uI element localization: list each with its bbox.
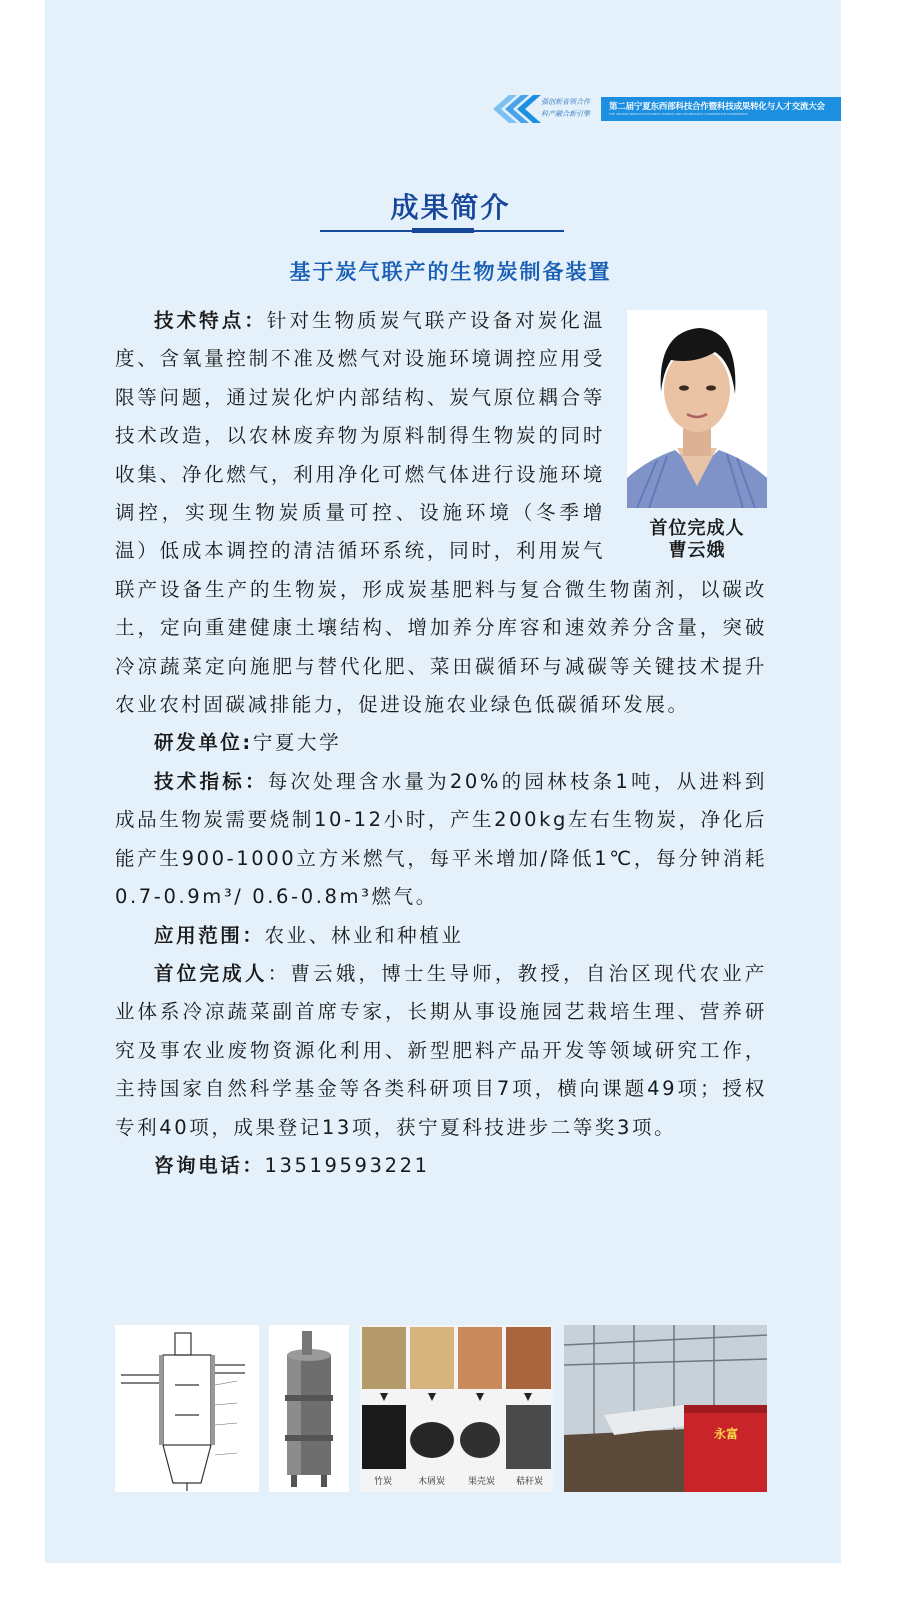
section-phone: 咨询电话：13519593221 <box>154 1153 430 1177</box>
achievement-subtitle: 基于炭气联产的生物炭制备装置 <box>289 260 612 284</box>
furnace-diagram-image <box>115 1325 259 1492</box>
body-text <box>115 302 767 1185</box>
label-phone: 咨询电话： <box>154 1153 265 1177</box>
furnace-model-image <box>269 1325 349 1492</box>
portrait-caption: 首位完成人 曹云娥 <box>649 518 745 561</box>
title-underline <box>320 230 564 232</box>
banner-subline: THE SECOND NINGXIA EAST-WEST SCIENCE AND TECHNOLOGY COOPERATION CONFERENCE <box>609 112 748 115</box>
section-tech-features: 技术特点：针对生物质炭气联产设备对炭化温度、含氧量控制不准及燃气对设施环境调控应用受限等问题，通过炭化炉内部结构、炭气原位耦合等技术改造，以农林废弃物为原料制得生物炭的同时收集、净化燃气，利用净化可燃气体进行设施环境调控，实现生物炭质量可控、设施环境（冬季增温）低成本调控的清洁循环系统，同时，利用炭气联产设备生产的生物炭，形成炭基肥料与复合微生物菌剂，以碳改土，定向重建健康土壤结构、增加养分库容和速效养分含量，突破冷凉蔬菜定向施肥与替代化肥、菜田碳循环与减碳等关键技术提升农业农村固碳减排能力，促进设施农业绿色低碳循环发展。 <box>115 309 767 717</box>
section-first-person: 首位完成人：曹云娥，博士生导师，教授，自治区现代农业产业体系冷凉蔬菜副首席专家，长期从事设施园艺栽培生理、营养研究及事农业废物资源化利用、新型肥料产品开发等领域研究工作，主持国家自然科学基金等各类科研项目7项，横向课题49项；授权专利40项，成果登记13项，获宁夏科技进步二等奖3项。 <box>115 961 767 1139</box>
label-first-person: 首位完成人 <box>154 961 268 985</box>
label-research-unit: 研发单位: <box>154 731 253 755</box>
label-tech-features: 技术特点： <box>154 309 267 332</box>
banner-slogan: 强创新省领合作 科产融合新引擎 <box>541 98 590 118</box>
furnace-brand-label: 永富 <box>714 1427 739 1441</box>
label-scope: 应用范围： <box>154 923 265 947</box>
section-tech-index: 技术指标：每次处理含水量为20%的园林枝条1吨，从进料到成品生物炭需要烧制10-12小时，产生200kg左右生物炭，净化后能产生900-1000立方米燃气，每平米增加/降低1℃，每分钟消耗0.7-0.9m³/ 0.6-0.8m³燃气。 <box>115 769 767 909</box>
greenhouse-image <box>564 1325 767 1492</box>
banner-bar <box>601 97 841 121</box>
portrait-photo <box>627 310 767 508</box>
section-research-unit: 研发单位:宁夏大学 <box>154 731 342 755</box>
section-scope: 应用范围：农业、林业和种植业 <box>154 923 464 947</box>
conference-banner <box>493 93 841 125</box>
page-title: 成果简介 <box>390 191 511 224</box>
portrait-block <box>627 310 767 562</box>
banner-title: 第二届宁夏东西部科技合作暨科技成果转化与人才交流大会 <box>609 102 825 112</box>
biochar-materials-image: 竹炭 木屑炭 果壳炭 秸秆炭 <box>360 1325 553 1492</box>
label-tech-index: 技术指标： <box>154 769 268 793</box>
